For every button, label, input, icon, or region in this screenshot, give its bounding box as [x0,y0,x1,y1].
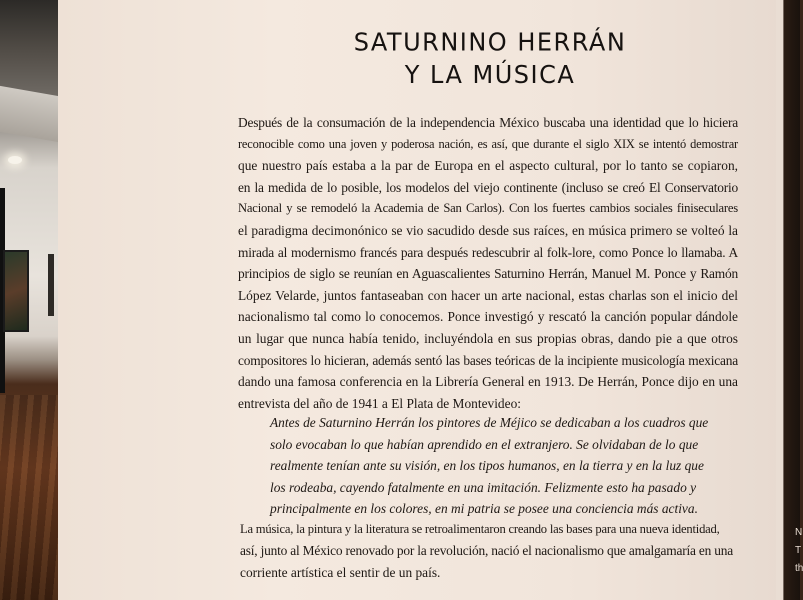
ceiling-lamp [8,156,22,164]
text-line: dando una famosa conferencia en la Librería General en 1913. De Herrán, Ponce dijo en una [238,374,738,390]
text-line: López Velarde, juntos fantaseaban con hacer un arte nacional, estas charlas son el inicio del [238,287,738,303]
edge-text: T [795,545,802,556]
text-line: Nacional y se remodeló la Academia de San Carlos). Con los fuertes cambios sociales finiseculares [238,201,738,216]
wall-title [300,26,680,91]
text-line: el paradigma decimonónico se vio sacudido desde sus raíces, en música primero se volteó la [238,222,738,238]
text-line: así, junto al México renovado por la revolución, nació el nacionalismo que amalgamaría en una [240,543,734,558]
text-line: entrevista del año de 1941 a El Plata de Montevideo: [238,395,521,411]
edge-text: N [795,527,803,538]
text-line: mirada al modernismo francés para después redescubrir al folk-lore, como Ponce lo llamaba. A [238,244,738,260]
text-line: reconocible como una joven y poderosa nación, es así, que durante el siglo XIX se intentó demostrar [238,136,738,151]
text-line: principios de siglo se reunían en Aguascalientes Saturnino Herrán, Manuel M. Ponce y Ramón [238,266,738,282]
text-line: nacionalismo tal como lo conocemos. Ponce investigó y rescató la canción popular dándole [238,309,738,325]
text-line: los rodeaba, cayendo fatalmente en una imitación. Felizmente esto ha pasado y [270,479,697,495]
text-line: compositores lo hicieran, además sentó las bases teóricas de la incipiente musicología mexicana [238,352,738,368]
title-line: SATURNINO HERRÁN [353,27,627,57]
painting-edge [48,254,54,316]
text-line: La música, la pintura y la literatura se retroalimentaron creando las bases para una nueva identidad, [240,522,720,536]
text-line: en la medida de lo posible, los modelos del viejo continente (incluso se creó El Conservatorio [238,179,738,195]
ponce-quote [270,412,710,520]
framed-painting [3,250,29,332]
closing-paragraph [240,518,740,584]
text-line: corriente artística el sentir de un país. [240,565,441,580]
adjacent-panel [776,0,803,600]
text-line: realmente tenían ante su visión, en los tipos humanos, en la tierra y en la luz que [270,458,704,474]
title-line: Y LA MÚSICA [404,60,576,90]
text-line: Antes de Saturnino Herrán los pintores de Méjico se dedicaban a los cuadros que [270,415,709,430]
edge-text: th [795,563,803,574]
text-line: solo evocaban lo que habían aprendido en el extranjero. Se olvidaban de lo que [270,436,699,452]
text-line: que nuestro país estaba a la par de Europa en el aspecto cultural, por lo tanto se copiaron, [238,158,738,174]
text-line: un lugar que nunca había tenido, incluyéndola en sus propias obras, dando pie a que otros [238,330,738,346]
text-line: principalmente en los colores, en mi patria se posee una conciencia más activa. [270,501,698,517]
text-line: Después de la consumación de la independencia México buscaba una identidad que lo hiciera [238,115,738,130]
main-paragraph [238,112,738,414]
